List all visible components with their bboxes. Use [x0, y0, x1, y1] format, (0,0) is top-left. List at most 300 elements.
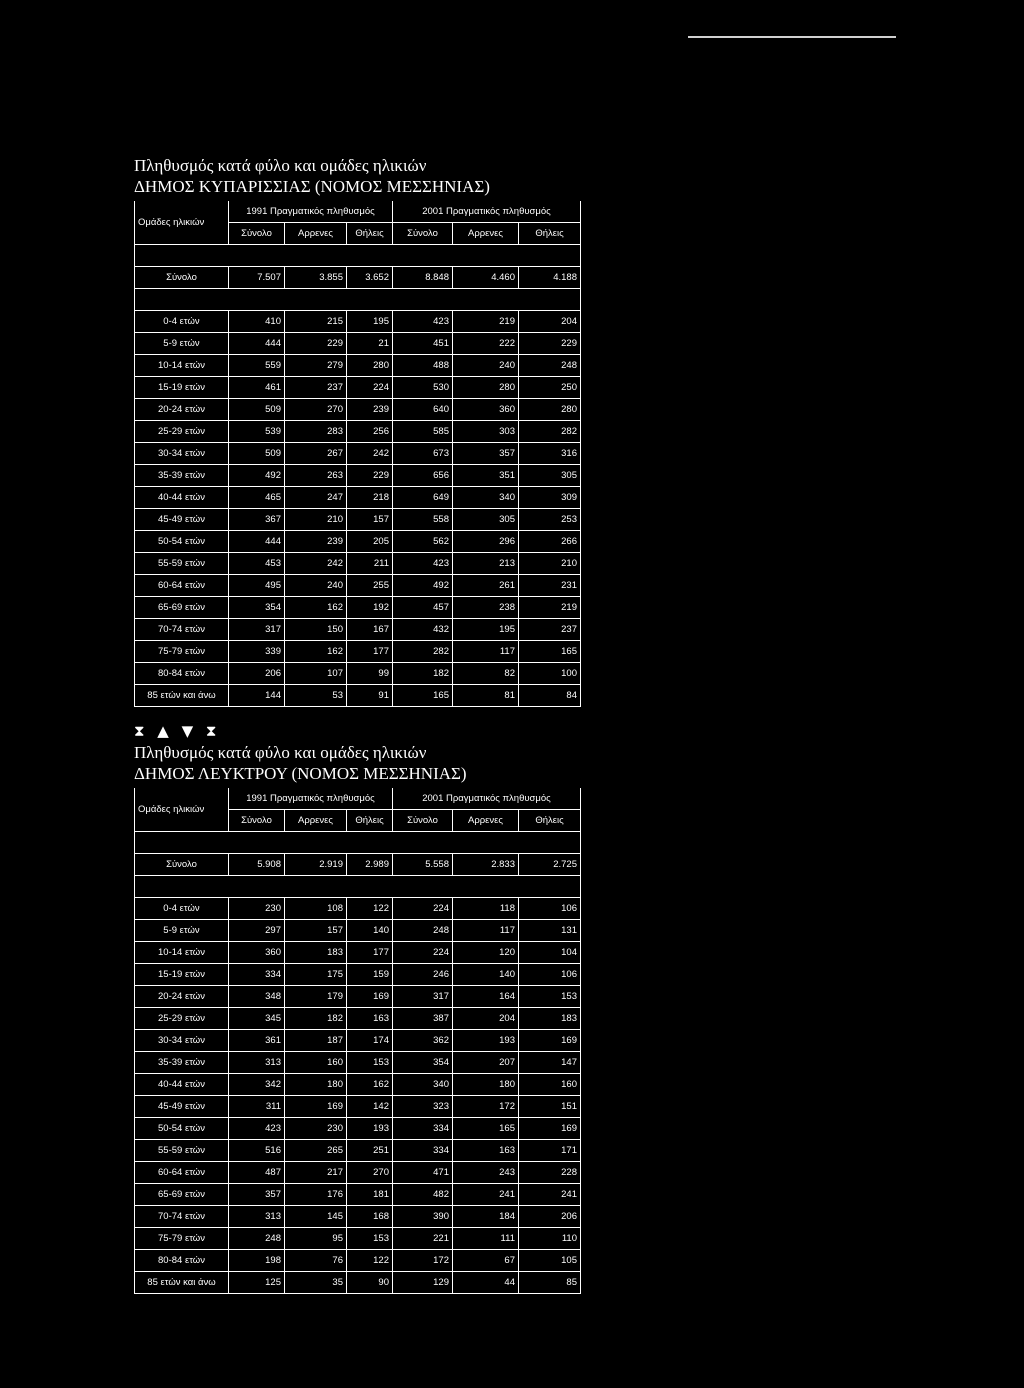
table-cell: 219 [519, 597, 581, 619]
age-group-label: 30-34 ετών [135, 1030, 229, 1052]
table-cell: 117 [453, 920, 519, 942]
table-cell: 182 [393, 663, 453, 685]
table-cell: 354 [229, 597, 285, 619]
table-cell: 253 [519, 509, 581, 531]
table-row [135, 465, 581, 487]
table-cell: 317 [393, 986, 453, 1008]
age-group-label: 75-79 ετών [135, 641, 229, 663]
table-cell: 157 [285, 920, 347, 942]
table-cell: 213 [453, 553, 519, 575]
table-cell: 224 [393, 898, 453, 920]
table-cell: 495 [229, 575, 285, 597]
table-cell: 215 [285, 311, 347, 333]
spacer-cell [135, 832, 581, 854]
table-cell: 261 [453, 575, 519, 597]
decorative-symbols: ⧗ ▲ ▼ ⧗ [134, 722, 221, 740]
table-cell: 90 [347, 1272, 393, 1294]
table-cell: 153 [347, 1228, 393, 1250]
table-cell: 165 [453, 1118, 519, 1140]
table-cell: 162 [285, 597, 347, 619]
table-cell: 451 [393, 333, 453, 355]
table-cell: 282 [393, 641, 453, 663]
table-title: Πληθυσμός κατά φύλο και ομάδες ηλικιών [134, 743, 427, 762]
table-cell: 228 [519, 1162, 581, 1184]
table-cell: 91 [347, 685, 393, 707]
table-cell: 280 [347, 355, 393, 377]
table-cell: 230 [285, 1118, 347, 1140]
header-cell: Αρρενες [453, 810, 519, 832]
table-cell: 44 [453, 1272, 519, 1294]
table-cell: 248 [393, 920, 453, 942]
age-group-label: 80-84 ετών [135, 1250, 229, 1272]
table-cell: 316 [519, 443, 581, 465]
spacer-row [135, 876, 581, 898]
table-cell: 280 [519, 399, 581, 421]
table-cell: 334 [393, 1140, 453, 1162]
age-group-label: 80-84 ετών [135, 663, 229, 685]
table-cell: 585 [393, 421, 453, 443]
table-row [135, 619, 581, 641]
table-cell: 673 [393, 443, 453, 465]
header-cell: Αρρενες [453, 223, 519, 245]
table-cell: 241 [453, 1184, 519, 1206]
table-cell: 153 [347, 1052, 393, 1074]
table-cell: 279 [285, 355, 347, 377]
table-cell: 248 [519, 355, 581, 377]
total-value: 2.725 [519, 854, 581, 876]
table-cell: 165 [393, 685, 453, 707]
table-row [135, 311, 581, 333]
table-cell: 354 [393, 1052, 453, 1074]
table-cell: 280 [453, 377, 519, 399]
header-age-groups: Ομάδες ηλικιών [135, 788, 229, 832]
table-row [135, 964, 581, 986]
table-row [135, 641, 581, 663]
table-block-kyparissia [134, 155, 580, 707]
table-subtitle: ΔΗΜΟΣ ΚΥΠΑΡΙΣΣΙΑΣ (ΝΟΜΟΣ ΜΕΣΣΗΝΙΑΣ) [134, 177, 490, 196]
table-cell: 205 [347, 531, 393, 553]
table-cell: 192 [347, 597, 393, 619]
table-cell: 131 [519, 920, 581, 942]
table-cell: 334 [393, 1118, 453, 1140]
table-cell: 142 [347, 1096, 393, 1118]
table-row [135, 898, 581, 920]
table-cell: 482 [393, 1184, 453, 1206]
total-value: 8.848 [393, 267, 453, 289]
table-cell: 84 [519, 685, 581, 707]
table-row [135, 1118, 581, 1140]
table-cell: 147 [519, 1052, 581, 1074]
age-group-label: 55-59 ετών [135, 1140, 229, 1162]
table-cell: 144 [229, 685, 285, 707]
table-cell: 106 [519, 964, 581, 986]
table-cell: 172 [453, 1096, 519, 1118]
table-cell: 222 [453, 333, 519, 355]
table-cell: 357 [453, 443, 519, 465]
table-cell: 410 [229, 311, 285, 333]
header-cell: Σύνολο [393, 810, 453, 832]
table-row [135, 1228, 581, 1250]
population-table [134, 788, 581, 1294]
table-cell: 509 [229, 443, 285, 465]
table-row [135, 553, 581, 575]
table-cell: 224 [347, 377, 393, 399]
table-cell: 204 [453, 1008, 519, 1030]
table-cell: 210 [285, 509, 347, 531]
header-1991: 1991 Πραγματικός πληθυσμός [229, 201, 393, 223]
total-value: 5.908 [229, 854, 285, 876]
table-cell: 243 [453, 1162, 519, 1184]
header-cell: Σύνολο [393, 223, 453, 245]
table-cell: 242 [285, 553, 347, 575]
table-row [135, 377, 581, 399]
table-cell: 247 [285, 487, 347, 509]
table-cell: 162 [285, 641, 347, 663]
table-cell: 118 [453, 898, 519, 920]
table-cell: 270 [285, 399, 347, 421]
table-cell: 169 [519, 1030, 581, 1052]
header-age-groups: Ομάδες ηλικιών [135, 201, 229, 245]
header-1991: 1991 Πραγματικός πληθυσμός [229, 788, 393, 810]
spacer-row [135, 832, 581, 854]
table-cell: 265 [285, 1140, 347, 1162]
table-cell: 122 [347, 1250, 393, 1272]
table-cell: 305 [453, 509, 519, 531]
table-cell: 348 [229, 986, 285, 1008]
table-cell: 311 [229, 1096, 285, 1118]
table-cell: 172 [393, 1250, 453, 1272]
table-row [135, 509, 581, 531]
table-cell: 111 [453, 1228, 519, 1250]
spacer-cell [135, 876, 581, 898]
table-cell: 165 [519, 641, 581, 663]
table-cell: 237 [285, 377, 347, 399]
table-cell: 198 [229, 1250, 285, 1272]
total-value: 3.855 [285, 267, 347, 289]
total-value: 7.507 [229, 267, 285, 289]
table-cell: 105 [519, 1250, 581, 1272]
table-cell: 175 [285, 964, 347, 986]
table-cell: 240 [453, 355, 519, 377]
age-group-label: 25-29 ετών [135, 1008, 229, 1030]
table-cell: 183 [519, 1008, 581, 1030]
table-cell: 309 [519, 487, 581, 509]
table-cell: 171 [519, 1140, 581, 1162]
table-row [135, 1162, 581, 1184]
table-cell: 53 [285, 685, 347, 707]
table-cell: 283 [285, 421, 347, 443]
table-cell: 242 [347, 443, 393, 465]
age-group-label: 35-39 ετών [135, 465, 229, 487]
table-cell: 492 [393, 575, 453, 597]
table-row [135, 443, 581, 465]
table-cell: 237 [519, 619, 581, 641]
age-group-label: 10-14 ετών [135, 355, 229, 377]
table-cell: 240 [285, 575, 347, 597]
table-cell: 390 [393, 1206, 453, 1228]
table-row [135, 663, 581, 685]
table-cell: 323 [393, 1096, 453, 1118]
age-group-label: 10-14 ετών [135, 942, 229, 964]
table-cell: 342 [229, 1074, 285, 1096]
table-cell: 432 [393, 619, 453, 641]
table-cell: 559 [229, 355, 285, 377]
table-cell: 558 [393, 509, 453, 531]
table-cell: 187 [285, 1030, 347, 1052]
total-row [135, 854, 581, 876]
header-group-row [135, 788, 581, 810]
table-cell: 303 [453, 421, 519, 443]
table-cell: 168 [347, 1206, 393, 1228]
age-group-label: 5-9 ετών [135, 333, 229, 355]
age-group-label: 20-24 ετών [135, 986, 229, 1008]
table-cell: 539 [229, 421, 285, 443]
table-cell: 204 [519, 311, 581, 333]
table-cell: 193 [453, 1030, 519, 1052]
table-cell: 195 [347, 311, 393, 333]
age-group-label: 50-54 ετών [135, 1118, 229, 1140]
table-cell: 362 [393, 1030, 453, 1052]
table-cell: 179 [285, 986, 347, 1008]
table-cell: 117 [453, 641, 519, 663]
table-row [135, 1250, 581, 1272]
table-cell: 367 [229, 509, 285, 531]
age-group-label: 35-39 ετών [135, 1052, 229, 1074]
total-value: 4.188 [519, 267, 581, 289]
table-row [135, 575, 581, 597]
total-label: Σύνολο [135, 267, 229, 289]
total-value: 2.919 [285, 854, 347, 876]
table-row [135, 399, 581, 421]
table-cell: 229 [285, 333, 347, 355]
top-rule [688, 36, 896, 38]
table-cell: 211 [347, 553, 393, 575]
table-cell: 160 [519, 1074, 581, 1096]
age-group-label: 60-64 ετών [135, 575, 229, 597]
age-group-label: 45-49 ετών [135, 1096, 229, 1118]
table-cell: 266 [519, 531, 581, 553]
table-cell: 193 [347, 1118, 393, 1140]
table-row [135, 1008, 581, 1030]
table-cell: 129 [393, 1272, 453, 1294]
table-cell: 219 [453, 311, 519, 333]
table-row [135, 920, 581, 942]
table-cell: 516 [229, 1140, 285, 1162]
table-cell: 465 [229, 487, 285, 509]
table-cell: 461 [229, 377, 285, 399]
table-row [135, 1096, 581, 1118]
total-row [135, 267, 581, 289]
table-row [135, 487, 581, 509]
table-row [135, 1206, 581, 1228]
table-cell: 230 [229, 898, 285, 920]
table-cell: 339 [229, 641, 285, 663]
table-row [135, 1272, 581, 1294]
table-cell: 251 [347, 1140, 393, 1162]
table-cell: 361 [229, 1030, 285, 1052]
table-cell: 267 [285, 443, 347, 465]
age-group-label: 60-64 ετών [135, 1162, 229, 1184]
age-group-label: 45-49 ετών [135, 509, 229, 531]
table-cell: 471 [393, 1162, 453, 1184]
table-cell: 248 [229, 1228, 285, 1250]
table-row [135, 1052, 581, 1074]
age-group-label: 85 ετών και άνω [135, 1272, 229, 1294]
table-cell: 562 [393, 531, 453, 553]
table-cell: 345 [229, 1008, 285, 1030]
table-cell: 357 [229, 1184, 285, 1206]
table-cell: 256 [347, 421, 393, 443]
table-cell: 217 [285, 1162, 347, 1184]
table-cell: 340 [453, 487, 519, 509]
age-group-label: 70-74 ετών [135, 1206, 229, 1228]
spacer-cell [135, 289, 581, 311]
table-cell: 95 [285, 1228, 347, 1250]
table-cell: 82 [453, 663, 519, 685]
table-cell: 160 [285, 1052, 347, 1074]
table-cell: 153 [519, 986, 581, 1008]
header-cell: Αρρενες [285, 223, 347, 245]
table-cell: 453 [229, 553, 285, 575]
table-cell: 163 [347, 1008, 393, 1030]
table-cell: 492 [229, 465, 285, 487]
age-group-label: 50-54 ετών [135, 531, 229, 553]
table-cell: 241 [519, 1184, 581, 1206]
table-cell: 649 [393, 487, 453, 509]
table-cell: 169 [519, 1118, 581, 1140]
table-cell: 231 [519, 575, 581, 597]
table-row [135, 942, 581, 964]
table-cell: 67 [453, 1250, 519, 1272]
table-cell: 145 [285, 1206, 347, 1228]
table-row [135, 986, 581, 1008]
table-cell: 210 [519, 553, 581, 575]
table-cell: 163 [453, 1140, 519, 1162]
table-cell: 107 [285, 663, 347, 685]
table-cell: 423 [393, 311, 453, 333]
table-row [135, 1140, 581, 1162]
total-value: 5.558 [393, 854, 453, 876]
header-cell: Θήλεις [347, 223, 393, 245]
table-cell: 206 [519, 1206, 581, 1228]
table-cell: 239 [347, 399, 393, 421]
table-cell: 180 [453, 1074, 519, 1096]
header-cell: Αρρενες [285, 810, 347, 832]
table-cell: 182 [285, 1008, 347, 1030]
age-group-label: 15-19 ετών [135, 377, 229, 399]
total-label: Σύνολο [135, 854, 229, 876]
table-cell: 177 [347, 942, 393, 964]
table-cell: 340 [393, 1074, 453, 1096]
age-group-label: 85 ετών και άνω [135, 685, 229, 707]
header-cell: Θήλεις [347, 810, 393, 832]
table-cell: 488 [393, 355, 453, 377]
table-cell: 21 [347, 333, 393, 355]
table-cell: 360 [229, 942, 285, 964]
header-group-row [135, 201, 581, 223]
table-cell: 530 [393, 377, 453, 399]
header-cell: Θήλεις [519, 810, 581, 832]
age-group-label: 5-9 ετών [135, 920, 229, 942]
table-subtitle: ΔΗΜΟΣ ΛΕΥΚΤΡΟΥ (ΝΟΜΟΣ ΜΕΣΣΗΝΙΑΣ) [134, 764, 467, 783]
table-cell: 297 [229, 920, 285, 942]
table-cell: 218 [347, 487, 393, 509]
spacer-cell [135, 245, 581, 267]
table-cell: 183 [285, 942, 347, 964]
table-row [135, 597, 581, 619]
table-cell: 224 [393, 942, 453, 964]
header-cell: Θήλεις [519, 223, 581, 245]
table-cell: 263 [285, 465, 347, 487]
table-row [135, 355, 581, 377]
table-cell: 100 [519, 663, 581, 685]
table-cell: 246 [393, 964, 453, 986]
age-group-label: 75-79 ετών [135, 1228, 229, 1250]
table-cell: 85 [519, 1272, 581, 1294]
table-cell: 122 [347, 898, 393, 920]
age-group-label: 65-69 ετών [135, 1184, 229, 1206]
age-group-label: 40-44 ετών [135, 487, 229, 509]
table-title: Πληθυσμός κατά φύλο και ομάδες ηλικιών [134, 156, 427, 175]
table-cell: 169 [347, 986, 393, 1008]
table-cell: 305 [519, 465, 581, 487]
table-cell: 81 [453, 685, 519, 707]
header-cell: Σύνολο [229, 223, 285, 245]
table-cell: 423 [229, 1118, 285, 1140]
table-cell: 159 [347, 964, 393, 986]
age-group-label: 55-59 ετών [135, 553, 229, 575]
table-cell: 282 [519, 421, 581, 443]
age-group-label: 15-19 ετών [135, 964, 229, 986]
table-cell: 229 [519, 333, 581, 355]
table-cell: 120 [453, 942, 519, 964]
table-row [135, 333, 581, 355]
total-value: 2.833 [453, 854, 519, 876]
table-cell: 239 [285, 531, 347, 553]
table-cell: 140 [347, 920, 393, 942]
header-cell: Σύνολο [229, 810, 285, 832]
table-cell: 509 [229, 399, 285, 421]
table-cell: 177 [347, 641, 393, 663]
table-row [135, 421, 581, 443]
table-cell: 457 [393, 597, 453, 619]
table-cell: 487 [229, 1162, 285, 1184]
total-value: 3.652 [347, 267, 393, 289]
table-cell: 125 [229, 1272, 285, 1294]
table-cell: 640 [393, 399, 453, 421]
spacer-row [135, 245, 581, 267]
table-cell: 184 [453, 1206, 519, 1228]
table-cell: 108 [285, 898, 347, 920]
age-group-label: 20-24 ετών [135, 399, 229, 421]
table-cell: 140 [453, 964, 519, 986]
table-cell: 317 [229, 619, 285, 641]
table-cell: 180 [285, 1074, 347, 1096]
table-cell: 207 [453, 1052, 519, 1074]
table-cell: 35 [285, 1272, 347, 1294]
age-group-label: 25-29 ετών [135, 421, 229, 443]
table-row [135, 1184, 581, 1206]
table-cell: 157 [347, 509, 393, 531]
table-cell: 255 [347, 575, 393, 597]
table-cell: 656 [393, 465, 453, 487]
table-cell: 250 [519, 377, 581, 399]
table-cell: 104 [519, 942, 581, 964]
table-cell: 76 [285, 1250, 347, 1272]
table-cell: 150 [285, 619, 347, 641]
table-cell: 169 [285, 1096, 347, 1118]
age-group-label: 70-74 ετών [135, 619, 229, 641]
